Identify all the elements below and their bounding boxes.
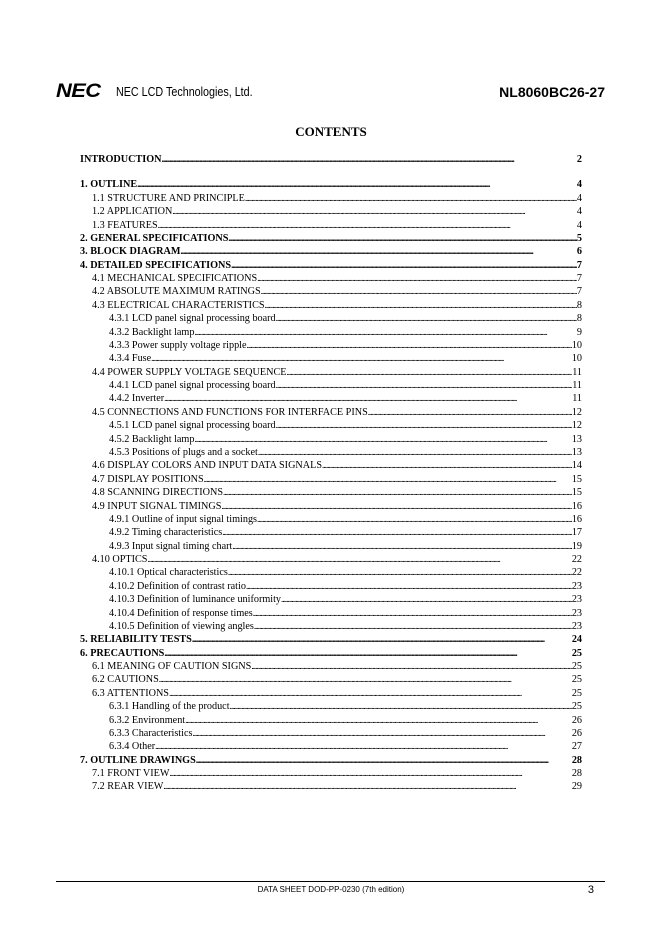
toc-entry-page: 11 [572, 393, 582, 405]
toc-entry[interactable] [80, 513, 582, 526]
toc-leader-dots [276, 379, 573, 392]
toc-entry[interactable] [80, 232, 582, 245]
toc-leader-dots [151, 352, 572, 365]
toc-entry[interactable] [80, 153, 582, 166]
toc-entry-label: 4.9.2 Timing characteristics [109, 527, 223, 539]
toc-leader-dots [169, 767, 571, 780]
toc-entry[interactable] [80, 607, 582, 620]
toc-entry-label: 6.3.1 Handling of the product [109, 701, 230, 713]
toc-entry-page: 13 [571, 446, 582, 458]
toc-entry-label: 6.3.4 Other [109, 741, 156, 753]
toc-entry[interactable] [80, 419, 582, 432]
toc-entry[interactable] [80, 459, 582, 472]
toc-entry[interactable] [80, 178, 582, 191]
toc-leader-dots [254, 620, 572, 633]
toc-entry-label: 4.3.2 Backlight lamp [109, 326, 195, 338]
toc-entry-page: 4 [576, 179, 582, 191]
toc-leader-dots [192, 727, 571, 740]
toc-entry-label: 6.1 MEANING OF CAUTION SIGNS [92, 661, 252, 673]
toc-entry[interactable] [80, 446, 582, 459]
model-number: NL8060BC26-27 [499, 84, 605, 100]
toc-entry-page: 8 [576, 313, 582, 325]
toc-entry-page: 29 [571, 781, 582, 793]
toc-leader-dots [257, 272, 577, 285]
toc-entry-page: 11 [572, 380, 582, 392]
toc-entry-page: 25 [571, 647, 582, 659]
toc-entry-page: 16 [571, 513, 582, 525]
toc-entry-label: 4.3.4 Fuse [109, 353, 152, 365]
toc-leader-dots [231, 259, 577, 272]
toc-entry-page: 11 [572, 366, 582, 378]
toc-entry[interactable] [80, 780, 582, 793]
toc-leader-dots [322, 459, 572, 472]
toc-entry[interactable] [80, 366, 582, 379]
toc-entry-page: 25 [571, 661, 582, 673]
toc-entry-label: 3. BLOCK DIAGRAM [80, 246, 181, 258]
toc-entry-page: 28 [571, 754, 582, 766]
toc-entry[interactable] [80, 473, 582, 486]
toc-entry-label: 4.10.2 Definition of contrast ratio [109, 580, 246, 592]
toc-leader-dots [180, 245, 576, 258]
toc-entry[interactable] [80, 700, 582, 713]
toc-entry-page: 15 [571, 473, 582, 485]
toc-entry-label: 4.4 POWER SUPPLY VOLTAGE SEQUENCE [92, 366, 287, 378]
toc-entry-page: 4 [576, 206, 582, 218]
toc-entry-page: 23 [571, 580, 582, 592]
toc-entry-label: 4.10 OPTICS [92, 554, 148, 566]
toc-entry[interactable] [80, 687, 582, 700]
toc-entry-label: 4.10.5 Definition of viewing angles [109, 620, 254, 632]
toc-entry-page: 7 [576, 273, 582, 285]
toc-entry-page: 25 [571, 687, 582, 699]
toc-entry-label: 4.3.1 LCD panel signal processing board [109, 313, 276, 325]
toc-leader-dots [204, 473, 572, 486]
toc-entry-page: 14 [571, 460, 582, 472]
toc-entry-label: 7.1 FRONT VIEW [92, 768, 170, 780]
toc-entry[interactable] [80, 379, 582, 392]
toc-entry-page: 12 [571, 420, 582, 432]
toc-leader-dots [169, 687, 572, 700]
toc-leader-dots [228, 232, 576, 245]
toc-entry-page: 10 [571, 339, 582, 351]
toc-entry-page: 2 [576, 154, 582, 165]
toc-entry-page: 24 [571, 634, 582, 646]
toc-entry[interactable] [80, 673, 582, 686]
toc-leader-dots [194, 433, 571, 446]
toc-entry-label: 7.2 REAR VIEW [92, 781, 164, 793]
toc-leader-dots [192, 633, 572, 646]
toc-entry-label: 1.2 APPLICATION [92, 206, 173, 218]
footer-text: DATA SHEET DOD-PP-0230 (7th edition) [257, 885, 405, 894]
page-number: 3 [587, 884, 594, 896]
toc-entry-label: 4.10.3 Definition of luminance uniformity [109, 594, 282, 606]
toc-entry-label: 4.10.4 Definition of response times [109, 607, 253, 619]
toc-leader-dots [164, 392, 572, 405]
toc-entry-label: 4.8 SCANNING DIRECTIONS [92, 487, 224, 499]
toc-entry-label: 6. PRECAUTIONS [80, 647, 165, 659]
toc-entry[interactable] [80, 486, 582, 499]
toc-entry-page: 9 [576, 326, 582, 338]
toc-entry-page: 6 [576, 246, 582, 258]
toc-entry-page: 17 [571, 527, 582, 539]
toc-leader-dots [276, 419, 572, 432]
table-of-contents [80, 0, 582, 800]
toc-leader-dots [147, 553, 571, 566]
toc-entry[interactable] [80, 754, 582, 767]
toc-entry-label: 4.5.1 LCD panel signal processing board [109, 420, 276, 432]
toc-leader-dots [162, 153, 577, 166]
toc-leader-dots [159, 673, 572, 686]
toc-entry[interactable] [80, 727, 582, 740]
toc-leader-dots [265, 299, 577, 312]
toc-entry-page: 7 [576, 259, 582, 271]
toc-leader-dots [221, 500, 571, 513]
toc-entry-label: 4. DETAILED SPECIFICATIONS [80, 259, 232, 271]
toc-leader-dots [261, 285, 577, 298]
toc-leader-dots [172, 205, 577, 218]
toc-entry-page: 26 [571, 727, 582, 739]
toc-entry-page: 4 [576, 219, 582, 231]
toc-entry-page: 26 [571, 714, 582, 726]
toc-entry[interactable] [80, 526, 582, 539]
toc-entry-label: 4.4.1 LCD panel signal processing board [109, 380, 276, 392]
toc-leader-dots [286, 366, 572, 379]
toc-entry[interactable] [80, 326, 582, 339]
toc-entry-label: 4.5.2 Backlight lamp [109, 433, 195, 445]
toc-entry[interactable] [80, 312, 582, 325]
toc-entry-label: 4.6 DISPLAY COLORS AND INPUT DATA SIGNALS [92, 460, 323, 472]
toc-entry[interactable] [80, 553, 582, 566]
toc-entry-label: 4.5 CONNECTIONS AND FUNCTIONS FOR INTERFACE PINS [92, 406, 368, 418]
toc-entry[interactable] [80, 339, 582, 352]
toc-entry[interactable] [80, 660, 582, 673]
toc-entry-label: 4.10.1 Optical characteristics [109, 567, 228, 579]
toc-entry-label: 1.3 FEATURES [92, 219, 158, 231]
toc-entry-page: 16 [571, 500, 582, 512]
company-name: NEC LCD Technologies, Ltd. [116, 85, 253, 99]
toc-entry-page: 25 [571, 701, 582, 713]
toc-entry-page: 8 [576, 299, 582, 311]
toc-entry-label: 1.1 STRUCTURE AND PRINCIPLE [92, 192, 245, 204]
toc-entry[interactable] [80, 767, 582, 780]
toc-leader-dots [228, 566, 572, 579]
toc-entry[interactable] [80, 285, 582, 298]
toc-entry[interactable] [80, 299, 582, 312]
toc-entry-page: 23 [571, 607, 582, 619]
toc-entry-label: 6.2 CAUTIONS [92, 674, 159, 686]
toc-leader-dots [246, 580, 572, 593]
toc-entry-page: 28 [571, 768, 582, 780]
toc-entry-label: 7. OUTLINE DRAWINGS [80, 754, 196, 766]
toc-entry-page: 10 [571, 353, 582, 365]
toc-entry-page: 25 [571, 674, 582, 686]
toc-entry-page: 22 [571, 567, 582, 579]
toc-entry-label: 4.3.3 Power supply voltage ripple [109, 339, 247, 351]
page-title: CONTENTS [295, 124, 367, 139]
toc-entry-page: 7 [576, 286, 582, 298]
toc-leader-dots [194, 326, 576, 339]
toc-entry-page: 23 [571, 594, 582, 606]
toc-entry[interactable] [80, 433, 582, 446]
toc-leader-dots [164, 647, 571, 660]
toc-entry[interactable] [80, 566, 582, 579]
toc-leader-dots [253, 607, 572, 620]
toc-leader-dots [223, 486, 572, 499]
toc-entry-label: 4.9.3 Input signal timing chart [109, 540, 233, 552]
toc-entry-label: 4.1 MECHANICAL SPECIFICATIONS [92, 273, 258, 285]
toc-leader-dots [158, 219, 577, 232]
toc-leader-dots [163, 780, 571, 793]
toc-leader-dots [368, 406, 572, 419]
toc-entry-page: 13 [571, 433, 582, 445]
toc-leader-dots [196, 754, 572, 767]
toc-entry[interactable] [80, 219, 582, 232]
toc-entry[interactable] [80, 259, 582, 272]
toc-entry-page: 5 [576, 232, 582, 244]
toc-entry-label: 2. GENERAL SPECIFICATIONS [80, 232, 229, 244]
toc-entry-page: 15 [571, 487, 582, 499]
toc-entry[interactable] [80, 580, 582, 593]
toc-entry[interactable] [80, 245, 582, 258]
toc-entry[interactable] [80, 714, 582, 727]
toc-entry-page: 19 [571, 540, 582, 552]
toc-leader-dots [276, 312, 577, 325]
toc-leader-dots [251, 660, 571, 673]
toc-entry-page: 27 [571, 741, 582, 753]
toc-entry[interactable] [80, 647, 582, 660]
toc-entry[interactable] [80, 593, 582, 606]
toc-leader-dots [222, 526, 572, 539]
toc-entry-label: 1. OUTLINE [80, 179, 138, 191]
toc-entry[interactable] [80, 620, 582, 633]
toc-entry-label: 6.3.2 Environment [109, 714, 186, 726]
toc-leader-dots [247, 339, 572, 352]
toc-entry-label: 6.3.3 Characteristics [109, 727, 193, 739]
toc-entry-page: 12 [571, 406, 582, 418]
toc-leader-dots [232, 540, 571, 553]
toc-entry[interactable] [80, 392, 582, 405]
nec-logo-mark: NEC [56, 81, 101, 102]
toc-entry-label: 4.3 ELECTRICAL CHARACTERISTICS [92, 299, 265, 311]
toc-entry[interactable] [80, 272, 582, 285]
toc-leader-dots [245, 192, 577, 205]
toc-entry-label: 4.2 ABSOLUTE MAXIMUM RATINGS [92, 286, 261, 298]
toc-entry-page: 4 [576, 192, 582, 204]
toc-leader-dots [185, 714, 572, 727]
toc-entry[interactable] [80, 500, 582, 513]
toc-entry-label: 4.4.2 Inverter [109, 393, 165, 405]
toc-leader-dots [137, 178, 577, 191]
toc-entry-label: 4.7 DISPLAY POSITIONS [92, 473, 204, 485]
toc-leader-dots [257, 513, 572, 526]
toc-entry[interactable] [80, 740, 582, 753]
toc-entry-label: INTRODUCTION [80, 154, 162, 165]
toc-entry[interactable] [80, 633, 582, 646]
toc-entry[interactable] [80, 352, 582, 365]
toc-entry[interactable] [80, 192, 582, 205]
footer-divider [56, 881, 605, 882]
toc-entry-label: 5. RELIABILITY TESTS [80, 634, 192, 646]
toc-entry[interactable] [80, 406, 582, 419]
toc-entry-page: 22 [571, 554, 582, 566]
toc-leader-dots [258, 446, 572, 459]
toc-entry-page: 23 [571, 620, 582, 632]
toc-entry[interactable] [80, 540, 582, 553]
toc-entry-label: 4.9.1 Outline of input signal timings [109, 513, 257, 525]
toc-leader-dots [155, 740, 572, 753]
toc-entry[interactable] [80, 205, 582, 218]
toc-leader-dots [281, 593, 572, 606]
toc-entry-label: 6.3 ATTENTIONS [92, 687, 169, 699]
toc-leader-dots [230, 700, 572, 713]
toc-entry-label: 4.9 INPUT SIGNAL TIMINGS [92, 500, 222, 512]
toc-entry-label: 4.5.3 Positions of plugs and a socket [109, 446, 258, 458]
